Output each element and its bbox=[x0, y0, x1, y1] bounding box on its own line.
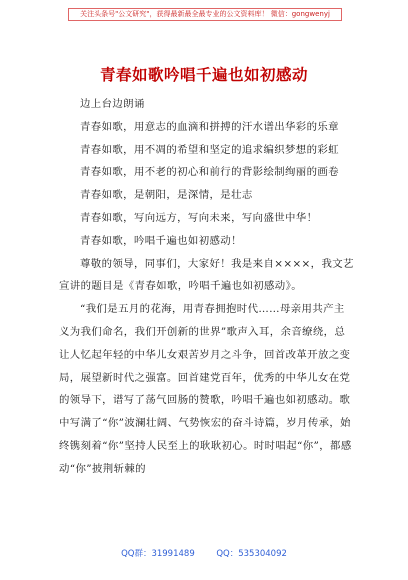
document-body bbox=[59, 93, 355, 481]
document-subtitle: 边上台边朗诵 bbox=[80, 98, 145, 110]
paragraph: 尊敬的领导，同事们，大家好！我是来自××××，我文艺宣讲的题目是《青春如歌，吟唱千遍也如初感动》。 bbox=[59, 257, 354, 293]
paragraph: 青春如歌，吟唱千遍也如初感动！ bbox=[80, 234, 242, 247]
paragraph: “我们是五月的花海，用青春拥抱时代……母亲用共产主义为我们命名，我们开创新的世界”歌声入耳，余音缭绕，总让人忆起年轻的中华儿女艰苦岁月之斗争，回首改革开放之变局，展望新时代之强富。回首建党百年，优秀的中华儿女在党的领导下，谱写了荡气回肠的赞歌，吟唱千遍也如初感动。歌中写满了“你”波澜壮阔、气势恢宏的奋斗诗篇，岁月传承，始终镌刻着“你”坚持人民至上的耿耿初心。时时唱起“你”，都感动“你”披荆斩棘的 bbox=[59, 303, 352, 475]
paragraph: 青春如歌，用意志的血滴和拼搏的汗水谱出华彩的乐章 bbox=[80, 120, 339, 133]
promo-banner: 关注头条号"公文研究"，获得最新最全最专业的公文资料库！ 微信：gongwenyj bbox=[68, 8, 342, 21]
document-title: 青春如歌吟唱千遍也如初感动 bbox=[99, 65, 308, 84]
paragraph: 青春如歌，是朝阳，是深情，是壮志 bbox=[80, 189, 253, 202]
paragraph: 青春如歌，用不凋的希望和坚定的追求编织梦想的彩虹 bbox=[80, 143, 339, 156]
footer-contact: QQ群：31991489 QQ：535304092 bbox=[121, 549, 287, 559]
paragraph: 青春如歌，用不老的初心和前行的背影绘制绚丽的画卷 bbox=[80, 166, 339, 179]
paragraph: 青春如歌，写向远方，写向未来，写向盛世中华！ bbox=[80, 211, 318, 224]
